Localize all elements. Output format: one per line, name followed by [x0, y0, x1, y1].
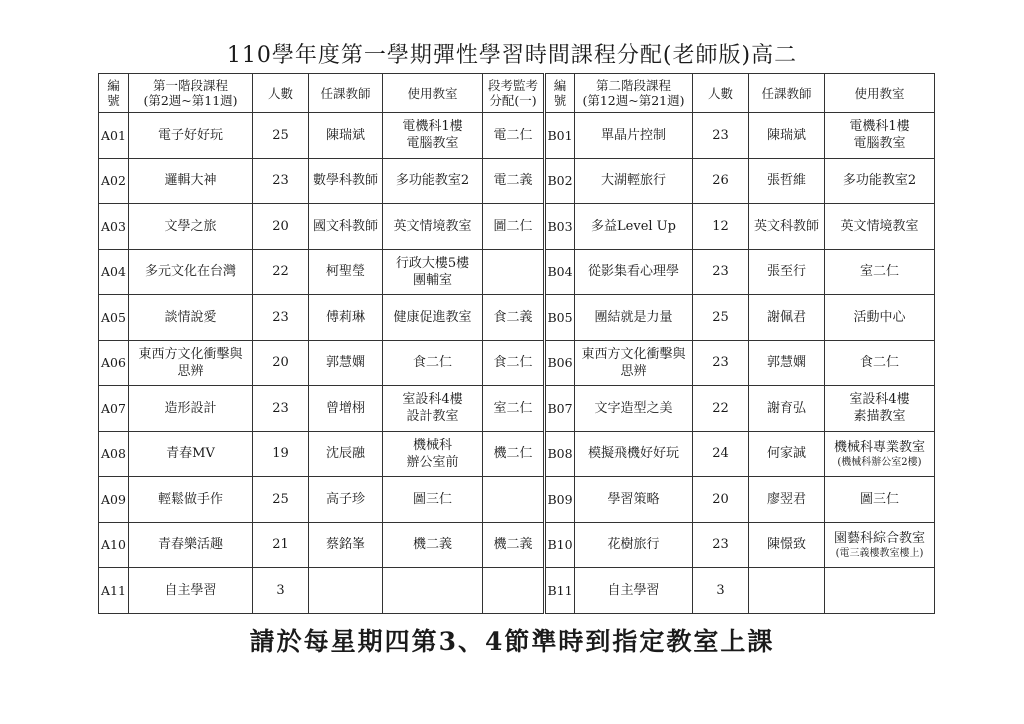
- a-room-cell: [383, 158, 483, 204]
- a-teacher-cell: 高子珍: [309, 477, 383, 523]
- a-course-cell: [129, 295, 253, 341]
- a-count-cell: 19: [253, 431, 309, 477]
- exam-proctor-cell: [483, 249, 545, 295]
- exam-proctor-cell: [483, 477, 545, 523]
- b-room-line: 素描教室: [853, 409, 906, 425]
- b-room-line: 英文情境教室: [840, 218, 919, 234]
- b-count-cell: 25: [693, 295, 749, 341]
- b-count-cell: 23: [693, 340, 749, 386]
- b-code-cell: B05: [545, 295, 575, 341]
- a-course-line: 輕鬆做手作: [157, 491, 223, 507]
- table-row: [99, 204, 935, 250]
- b-code-cell: B09: [545, 477, 575, 523]
- b-code-cell: B08: [545, 431, 575, 477]
- b-count-cell: 3: [693, 568, 749, 614]
- a-count-cell: 20: [253, 340, 309, 386]
- b-course-line: 思辨: [620, 363, 647, 379]
- a-course-line: 文學之旅: [164, 218, 217, 234]
- a-teacher-cell: 柯聖瑩: [309, 249, 383, 295]
- a-room-cell: [383, 295, 483, 341]
- a-course-cell: [129, 113, 253, 159]
- b-room-note: (機械科辦公室2樓): [837, 456, 922, 468]
- b-course-cell: [575, 477, 693, 523]
- b-room-cell: [825, 477, 935, 523]
- a-room-cell: [383, 249, 483, 295]
- b-course-line: 單晶片控制: [600, 127, 666, 143]
- b-code-cell: B06: [545, 340, 575, 386]
- a-teacher-cell: [309, 568, 383, 614]
- a-room-line: 團輔室: [412, 272, 452, 288]
- a-teacher-cell: 傅莉琳: [309, 295, 383, 341]
- b-count-cell: 23: [693, 249, 749, 295]
- a-room-line: 設計教室: [406, 409, 459, 425]
- a-count-cell: 23: [253, 295, 309, 341]
- b-teacher-cell: 郭慧嫻: [749, 340, 825, 386]
- a-course-line: 多元文化在台灣: [144, 264, 236, 280]
- a-course-cell: [129, 431, 253, 477]
- a-room-line: 機械科: [412, 437, 452, 453]
- a-room-line: 健康促進教室: [393, 309, 472, 325]
- table-row: [99, 158, 935, 204]
- b-room-cell: [825, 295, 935, 341]
- table-row: [99, 522, 935, 568]
- header-code-a: 編 號: [99, 74, 129, 113]
- a-code-cell: A09: [99, 477, 129, 523]
- exam-proctor-cell: 機二仁: [483, 431, 545, 477]
- a-course-cell: [129, 568, 253, 614]
- header-stage1-course: 第一階段課程 (第2週~第11週): [129, 74, 253, 113]
- b-teacher-cell: 張至行: [749, 249, 825, 295]
- a-teacher-cell: 陳瑞斌: [309, 113, 383, 159]
- header-code-b: 編 號: [545, 74, 575, 113]
- b-course-cell: [575, 386, 693, 432]
- a-count-cell: 23: [253, 158, 309, 204]
- b-course-line: 從影集看心理學: [587, 264, 679, 280]
- course-allocation-table: [98, 73, 935, 614]
- b-count-cell: 20: [693, 477, 749, 523]
- header-room-b: 使用教室: [825, 74, 935, 113]
- b-course-cell: [575, 522, 693, 568]
- b-room-line: 電腦教室: [853, 136, 906, 152]
- table-row: [99, 477, 935, 523]
- a-room-line: 機二義: [412, 537, 452, 553]
- a-count-cell: 21: [253, 522, 309, 568]
- a-code-cell: A01: [99, 113, 129, 159]
- b-room-line: 活動中心: [853, 309, 906, 325]
- a-teacher-cell: 曾增栩: [309, 386, 383, 432]
- b-course-line: 多益Level Up: [591, 218, 676, 234]
- a-room-line: 圖三仁: [412, 491, 452, 507]
- b-course-line: 文字造型之美: [594, 400, 673, 416]
- a-teacher-cell: 國文科教師: [309, 204, 383, 250]
- a-room-line: 電機科1樓: [402, 119, 463, 135]
- a-room-cell: [383, 204, 483, 250]
- a-course-cell: [129, 249, 253, 295]
- b-course-line: 學習策略: [607, 491, 660, 507]
- b-count-cell: 26: [693, 158, 749, 204]
- b-code-cell: B01: [545, 113, 575, 159]
- b-teacher-cell: 何家誠: [749, 431, 825, 477]
- a-course-cell: [129, 522, 253, 568]
- a-course-line: 思辨: [177, 363, 204, 379]
- a-room-cell: [383, 431, 483, 477]
- b-course-cell: [575, 568, 693, 614]
- a-count-cell: 25: [253, 477, 309, 523]
- b-code-cell: B03: [545, 204, 575, 250]
- a-teacher-cell: 沈辰融: [309, 431, 383, 477]
- b-teacher-cell: 謝佩君: [749, 295, 825, 341]
- a-code-cell: A10: [99, 522, 129, 568]
- a-teacher-cell: 數學科教師: [309, 158, 383, 204]
- exam-proctor-cell: [483, 568, 545, 614]
- a-room-cell: [383, 113, 483, 159]
- a-count-cell: 25: [253, 113, 309, 159]
- b-count-cell: 22: [693, 386, 749, 432]
- table-row: [99, 295, 935, 341]
- a-code-cell: A07: [99, 386, 129, 432]
- b-course-line: 東西方文化衝擊與: [581, 346, 686, 362]
- b-course-cell: [575, 158, 693, 204]
- a-code-cell: A06: [99, 340, 129, 386]
- header-count-a: 人數: [253, 74, 309, 113]
- b-room-cell: [825, 113, 935, 159]
- a-room-cell: [383, 522, 483, 568]
- b-room-cell: [825, 431, 935, 477]
- a-course-line: 青春MV: [166, 446, 215, 462]
- b-course-line: 模擬飛機好好玩: [587, 446, 679, 462]
- a-course-line: 邏輯大神: [164, 173, 217, 189]
- a-code-cell: A11: [99, 568, 129, 614]
- a-room-cell: [383, 568, 483, 614]
- a-count-cell: 22: [253, 249, 309, 295]
- a-course-cell: [129, 204, 253, 250]
- a-teacher-cell: 蔡銘峯: [309, 522, 383, 568]
- a-code-cell: A08: [99, 431, 129, 477]
- a-count-cell: 20: [253, 204, 309, 250]
- b-count-cell: 23: [693, 113, 749, 159]
- header-teacher-a: 任課教師: [309, 74, 383, 113]
- b-teacher-cell: 廖翌君: [749, 477, 825, 523]
- b-room-cell: [825, 522, 935, 568]
- b-code-cell: B10: [545, 522, 575, 568]
- a-teacher-cell: 郭慧嫻: [309, 340, 383, 386]
- a-course-line: 電子好好玩: [157, 127, 223, 143]
- a-room-line: 電腦教室: [406, 136, 459, 152]
- b-room-cell: [825, 204, 935, 250]
- b-code-cell: B11: [545, 568, 575, 614]
- exam-proctor-cell: 食二義: [483, 295, 545, 341]
- a-count-cell: 23: [253, 386, 309, 432]
- b-course-line: 自主學習: [607, 582, 660, 598]
- a-room-line: 食二仁: [412, 355, 452, 371]
- b-room-line: 園藝科綜合教室: [833, 530, 925, 546]
- b-room-cell: [825, 249, 935, 295]
- header-room-a: 使用教室: [383, 74, 483, 113]
- table-row: [99, 113, 935, 159]
- a-course-cell: [129, 477, 253, 523]
- a-course-line: 談情說愛: [164, 309, 217, 325]
- exam-proctor-cell: 室二仁: [483, 386, 545, 432]
- a-code-cell: A05: [99, 295, 129, 341]
- b-teacher-cell: 謝育弘: [749, 386, 825, 432]
- b-teacher-cell: 張哲維: [749, 158, 825, 204]
- exam-proctor-cell: 電二仁: [483, 113, 545, 159]
- b-course-line: 大湖輕旅行: [600, 173, 666, 189]
- b-course-cell: [575, 249, 693, 295]
- table-row: [99, 431, 935, 477]
- a-course-line: 東西方文化衝擊與: [138, 346, 243, 362]
- exam-proctor-cell: 圖二仁: [483, 204, 545, 250]
- b-count-cell: 24: [693, 431, 749, 477]
- b-room-line: 食二仁: [859, 355, 899, 371]
- b-room-line: 室設科4樓: [849, 392, 910, 408]
- b-teacher-cell: 陳憬致: [749, 522, 825, 568]
- b-teacher-cell: 英文科教師: [749, 204, 825, 250]
- b-room-line: 機械科專業教室: [833, 439, 925, 455]
- a-course-line: 青春樂活趣: [157, 537, 223, 553]
- b-teacher-cell: 陳瑞斌: [749, 113, 825, 159]
- a-code-cell: A04: [99, 249, 129, 295]
- a-room-cell: [383, 386, 483, 432]
- a-count-cell: 3: [253, 568, 309, 614]
- b-room-cell: [825, 340, 935, 386]
- b-room-line: 多功能教室2: [842, 173, 917, 189]
- table-row: [99, 568, 935, 614]
- a-course-cell: [129, 158, 253, 204]
- b-course-cell: [575, 113, 693, 159]
- header-exam-proctor: 段考監考 分配(一): [483, 74, 545, 113]
- exam-proctor-cell: 電二義: [483, 158, 545, 204]
- a-room-line: 多功能教室2: [395, 173, 470, 189]
- b-room-line: 室二仁: [859, 264, 899, 280]
- b-code-cell: B04: [545, 249, 575, 295]
- a-room-line: 室設科4樓: [402, 392, 463, 408]
- b-course-cell: [575, 340, 693, 386]
- b-room-note: (電三義樓教室樓上): [835, 547, 924, 559]
- a-code-cell: A02: [99, 158, 129, 204]
- b-teacher-cell: [749, 568, 825, 614]
- b-code-cell: B02: [545, 158, 575, 204]
- header-stage2-course: 第二階段課程 (第12週~第21週): [575, 74, 693, 113]
- a-course-line: 造形設計: [164, 400, 217, 416]
- b-course-cell: [575, 295, 693, 341]
- a-room-line: 英文情境教室: [393, 218, 472, 234]
- a-course-cell: [129, 386, 253, 432]
- a-code-cell: A03: [99, 204, 129, 250]
- table-row: [99, 386, 935, 432]
- b-room-cell: [825, 158, 935, 204]
- b-count-cell: 23: [693, 522, 749, 568]
- b-room-cell: [825, 386, 935, 432]
- header-count-b: 人數: [693, 74, 749, 113]
- page-title: 110學年度第一學期彈性學習時間課程分配(老師版)高二: [226, 43, 798, 68]
- a-course-line: 自主學習: [164, 582, 217, 598]
- header-row: [99, 74, 935, 113]
- a-room-line: 辦公室前: [406, 454, 459, 470]
- b-course-line: 團結就是力量: [594, 309, 673, 325]
- table-row: [99, 249, 935, 295]
- b-room-line: 電機科1樓: [849, 119, 910, 135]
- b-course-line: 花樹旅行: [607, 537, 660, 553]
- exam-proctor-cell: 機二義: [483, 522, 545, 568]
- b-room-cell: [825, 568, 935, 614]
- a-room-line: 行政大樓5樓: [395, 255, 470, 271]
- b-code-cell: B07: [545, 386, 575, 432]
- a-room-cell: [383, 477, 483, 523]
- table-row: [99, 340, 935, 386]
- a-course-cell: [129, 340, 253, 386]
- b-course-cell: [575, 431, 693, 477]
- b-count-cell: 12: [693, 204, 749, 250]
- exam-proctor-cell: 食二仁: [483, 340, 545, 386]
- a-room-cell: [383, 340, 483, 386]
- b-room-line: 圖三仁: [859, 491, 899, 507]
- header-teacher-b: 任課教師: [749, 74, 825, 113]
- footer-notice: 請於每星期四第3、4節準時到指定教室上課: [249, 627, 775, 656]
- b-course-cell: [575, 204, 693, 250]
